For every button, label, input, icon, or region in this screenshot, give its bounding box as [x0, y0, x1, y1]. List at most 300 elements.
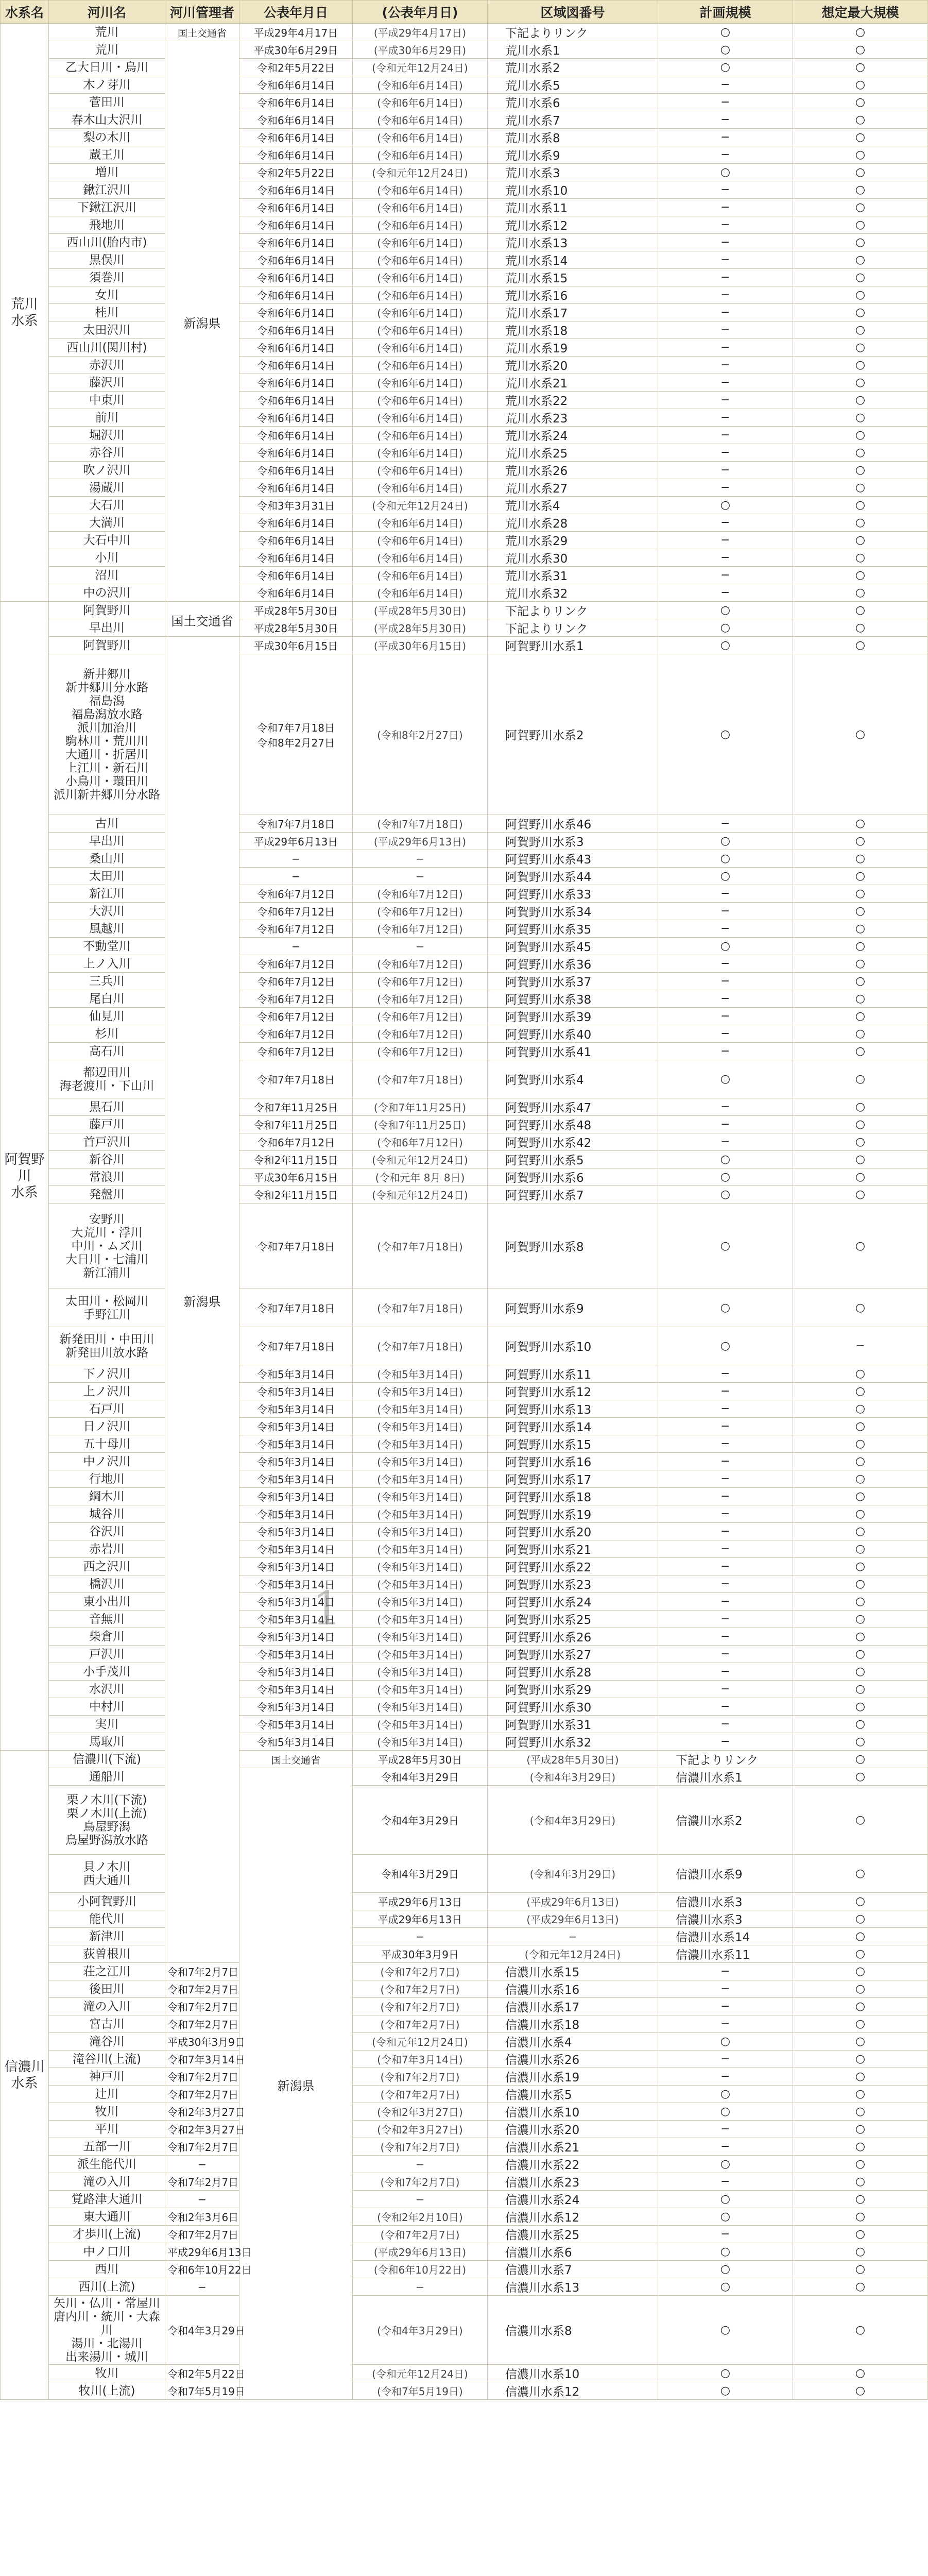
max-scale-mark[interactable]: ○: [793, 532, 928, 549]
plan-scale-mark[interactable]: −: [658, 955, 793, 973]
max-scale-mark[interactable]: ○: [793, 1963, 928, 1980]
zone-map-link[interactable]: 下記よりリンク: [488, 602, 658, 619]
max-scale-mark[interactable]: ○: [793, 286, 928, 304]
max-scale-mark[interactable]: ○: [793, 885, 928, 903]
max-scale-mark[interactable]: ○: [793, 1453, 928, 1470]
zone-map-link[interactable]: 荒川水系4: [488, 497, 658, 514]
zone-map-link[interactable]: 阿賀野川水系40: [488, 1025, 658, 1043]
zone-map-link[interactable]: 信濃川水系19: [488, 2068, 658, 2086]
plan-scale-mark[interactable]: −: [658, 920, 793, 938]
zone-map-link[interactable]: 阿賀野川水系36: [488, 955, 658, 973]
max-scale-mark[interactable]: ○: [793, 584, 928, 602]
zone-map-link[interactable]: 信濃川水系7: [488, 2261, 658, 2278]
plan-scale-mark[interactable]: ○: [658, 868, 793, 885]
max-scale-mark[interactable]: ○: [793, 1168, 928, 1186]
max-scale-mark[interactable]: ○: [793, 251, 928, 269]
zone-map-link[interactable]: 信濃川水系5: [488, 2086, 658, 2103]
max-scale-mark[interactable]: ○: [793, 357, 928, 374]
plan-scale-mark[interactable]: −: [658, 2050, 793, 2068]
plan-scale-mark[interactable]: ○: [658, 2243, 793, 2261]
max-scale-mark[interactable]: ○: [793, 2156, 928, 2173]
max-scale-mark[interactable]: ○: [793, 1575, 928, 1593]
max-scale-mark[interactable]: ○: [793, 2103, 928, 2121]
zone-map-link[interactable]: 信濃川水系13: [488, 2278, 658, 2296]
max-scale-mark[interactable]: ○: [793, 637, 928, 654]
max-scale-mark[interactable]: ○: [793, 1186, 928, 1204]
plan-scale-mark[interactable]: −: [658, 94, 793, 111]
zone-map-link[interactable]: 阿賀野川水系38: [488, 990, 658, 1008]
plan-scale-mark[interactable]: ○: [658, 938, 793, 955]
zone-map-link[interactable]: 荒川水系26: [488, 462, 658, 479]
plan-scale-mark[interactable]: −: [658, 304, 793, 321]
zone-map-link[interactable]: 荒川水系15: [488, 269, 658, 286]
zone-map-link[interactable]: 信濃川水系18: [488, 2015, 658, 2033]
plan-scale-mark[interactable]: ○: [658, 2278, 793, 2296]
plan-scale-mark[interactable]: −: [658, 1098, 793, 1116]
zone-map-link[interactable]: 信濃川水系26: [488, 2050, 658, 2068]
plan-scale-mark[interactable]: ○: [658, 497, 793, 514]
max-scale-mark[interactable]: ○: [793, 199, 928, 216]
plan-scale-mark[interactable]: ○: [658, 637, 793, 654]
plan-scale-mark[interactable]: −: [658, 1133, 793, 1151]
max-scale-mark[interactable]: ○: [793, 216, 928, 234]
plan-scale-mark[interactable]: −: [658, 2068, 793, 2086]
max-scale-mark[interactable]: ○: [793, 1008, 928, 1025]
zone-map-link[interactable]: 阿賀野川水系33: [488, 885, 658, 903]
zone-map-link[interactable]: 荒川水系27: [488, 479, 658, 497]
max-scale-mark[interactable]: ○: [793, 1611, 928, 1628]
plan-scale-mark[interactable]: −: [658, 1998, 793, 2015]
max-scale-mark[interactable]: ○: [793, 497, 928, 514]
plan-scale-mark[interactable]: −: [658, 409, 793, 427]
zone-map-link[interactable]: 阿賀野川水系27: [488, 1646, 658, 1663]
zone-map-link[interactable]: 阿賀野川水系46: [488, 815, 658, 833]
plan-scale-mark[interactable]: −: [658, 1365, 793, 1383]
plan-scale-mark[interactable]: −: [658, 1025, 793, 1043]
plan-scale-mark[interactable]: ○: [658, 2086, 793, 2103]
zone-map-link[interactable]: 信濃川水系4: [488, 2033, 658, 2050]
zone-map-link[interactable]: 荒川水系1: [488, 41, 658, 59]
zone-map-link[interactable]: 荒川水系19: [488, 339, 658, 357]
max-scale-mark[interactable]: ○: [793, 1383, 928, 1400]
zone-map-link[interactable]: 下記よりリンク: [658, 1751, 793, 1768]
max-scale-mark[interactable]: ○: [793, 2208, 928, 2226]
plan-scale-mark[interactable]: −: [658, 111, 793, 129]
plan-scale-mark[interactable]: −: [658, 181, 793, 199]
zone-map-link[interactable]: 阿賀野川水系14: [488, 1418, 658, 1435]
zone-map-link[interactable]: 荒川水系12: [488, 216, 658, 234]
plan-scale-mark[interactable]: −: [658, 269, 793, 286]
zone-map-link[interactable]: 信濃川水系15: [488, 1963, 658, 1980]
plan-scale-mark[interactable]: −: [658, 1453, 793, 1470]
plan-scale-mark[interactable]: −: [658, 129, 793, 146]
max-scale-mark[interactable]: ○: [793, 146, 928, 164]
plan-scale-mark[interactable]: −: [658, 321, 793, 339]
zone-map-link[interactable]: 信濃川水系3: [658, 1893, 793, 1910]
plan-scale-mark[interactable]: ○: [793, 1751, 928, 1768]
max-scale-mark[interactable]: ○: [793, 1980, 928, 1998]
plan-scale-mark[interactable]: ○: [793, 1855, 928, 1893]
max-scale-mark[interactable]: ○: [793, 2261, 928, 2278]
max-scale-mark[interactable]: ○: [793, 1116, 928, 1133]
plan-scale-mark[interactable]: ○: [793, 1768, 928, 1786]
zone-map-link[interactable]: 阿賀野川水系19: [488, 1505, 658, 1523]
plan-scale-mark[interactable]: ○: [658, 2033, 793, 2050]
max-scale-mark[interactable]: ○: [793, 1733, 928, 1751]
zone-map-link[interactable]: 阿賀野川水系2: [488, 654, 658, 815]
plan-scale-mark[interactable]: −: [658, 1558, 793, 1575]
plan-scale-mark[interactable]: −: [658, 1008, 793, 1025]
plan-scale-mark[interactable]: −: [658, 1488, 793, 1505]
max-scale-mark[interactable]: ○: [793, 1698, 928, 1716]
plan-scale-mark[interactable]: ○: [658, 602, 793, 619]
plan-scale-mark[interactable]: ○: [658, 59, 793, 76]
zone-map-link[interactable]: 荒川水系3: [488, 164, 658, 181]
max-scale-mark[interactable]: ○: [793, 269, 928, 286]
max-scale-mark[interactable]: ○: [793, 1593, 928, 1611]
max-scale-mark[interactable]: ○: [793, 2191, 928, 2208]
plan-scale-mark[interactable]: −: [658, 885, 793, 903]
zone-map-link[interactable]: 荒川水系32: [488, 584, 658, 602]
plan-scale-mark[interactable]: −: [658, 2015, 793, 2033]
zone-map-link[interactable]: 阿賀野川水系32: [488, 1733, 658, 1751]
plan-scale-mark[interactable]: −: [658, 1646, 793, 1663]
plan-scale-mark[interactable]: ○: [658, 2261, 793, 2278]
max-scale-mark[interactable]: ○: [793, 164, 928, 181]
max-scale-mark[interactable]: ○: [793, 234, 928, 251]
plan-scale-mark[interactable]: −: [658, 374, 793, 392]
max-scale-mark[interactable]: ○: [793, 903, 928, 920]
plan-scale-mark[interactable]: −: [658, 1540, 793, 1558]
zone-map-link[interactable]: 阿賀野川水系8: [488, 1204, 658, 1289]
zone-map-link[interactable]: 信濃川水系14: [658, 1928, 793, 1945]
plan-scale-mark[interactable]: −: [658, 1733, 793, 1751]
zone-map-link[interactable]: 阿賀野川水系18: [488, 1488, 658, 1505]
max-scale-mark[interactable]: ○: [793, 815, 928, 833]
max-scale-mark[interactable]: ○: [793, 1435, 928, 1453]
max-scale-mark[interactable]: ○: [793, 1204, 928, 1289]
plan-scale-mark[interactable]: ○: [658, 1186, 793, 1204]
zone-map-link[interactable]: 阿賀野川水系7: [488, 1186, 658, 1204]
plan-scale-mark[interactable]: −: [658, 234, 793, 251]
zone-map-link[interactable]: 荒川水系22: [488, 392, 658, 409]
plan-scale-mark[interactable]: −: [658, 1698, 793, 1716]
max-scale-mark[interactable]: ○: [793, 1646, 928, 1663]
zone-map-link[interactable]: 信濃川水系17: [488, 1998, 658, 2015]
plan-scale-mark[interactable]: ○: [658, 1151, 793, 1168]
zone-map-link[interactable]: 信濃川水系22: [488, 2156, 658, 2173]
max-scale-mark[interactable]: ○: [793, 868, 928, 885]
zone-map-link[interactable]: 信濃川水系25: [488, 2226, 658, 2243]
max-scale-mark[interactable]: ○: [793, 1716, 928, 1733]
max-scale-mark[interactable]: ○: [793, 1488, 928, 1505]
max-scale-mark[interactable]: ○: [793, 1060, 928, 1098]
max-scale-mark[interactable]: ○: [793, 602, 928, 619]
zone-map-link[interactable]: 阿賀野川水系15: [488, 1435, 658, 1453]
max-scale-mark[interactable]: ○: [793, 1098, 928, 1116]
zone-map-link[interactable]: 阿賀野川水系28: [488, 1663, 658, 1681]
plan-scale-mark[interactable]: −: [658, 903, 793, 920]
zone-map-link[interactable]: 信濃川水系2: [658, 1786, 793, 1855]
zone-map-link[interactable]: 荒川水系29: [488, 532, 658, 549]
zone-map-link[interactable]: 阿賀野川水系10: [488, 1327, 658, 1365]
max-scale-mark[interactable]: ○: [793, 2015, 928, 2033]
zone-map-link[interactable]: 信濃川水系16: [488, 1980, 658, 1998]
zone-map-link[interactable]: 信濃川水系9: [658, 1855, 793, 1893]
plan-scale-mark[interactable]: −: [658, 1043, 793, 1060]
plan-scale-mark[interactable]: −: [658, 444, 793, 462]
plan-scale-mark[interactable]: −: [658, 357, 793, 374]
plan-scale-mark[interactable]: ○: [658, 2156, 793, 2173]
max-scale-mark[interactable]: ○: [793, 76, 928, 94]
plan-scale-mark[interactable]: ○: [658, 2103, 793, 2121]
zone-map-link[interactable]: 荒川水系24: [488, 427, 658, 444]
zone-map-link[interactable]: 阿賀野川水系22: [488, 1558, 658, 1575]
max-scale-mark[interactable]: ○: [793, 1400, 928, 1418]
max-scale-mark[interactable]: ○: [793, 1365, 928, 1383]
plan-scale-mark[interactable]: ○: [658, 2208, 793, 2226]
max-scale-mark[interactable]: −: [793, 1327, 928, 1365]
max-scale-mark[interactable]: ○: [793, 2226, 928, 2243]
max-scale-mark[interactable]: ○: [793, 2365, 928, 2382]
max-scale-mark[interactable]: ○: [793, 549, 928, 567]
max-scale-mark[interactable]: ○: [793, 1418, 928, 1435]
plan-scale-mark[interactable]: −: [658, 973, 793, 990]
plan-scale-mark[interactable]: −: [658, 532, 793, 549]
plan-scale-mark[interactable]: −: [658, 815, 793, 833]
plan-scale-mark[interactable]: −: [658, 584, 793, 602]
zone-map-link[interactable]: 阿賀野川水系29: [488, 1681, 658, 1698]
max-scale-mark[interactable]: ○: [793, 1505, 928, 1523]
plan-scale-mark[interactable]: −: [658, 462, 793, 479]
max-scale-mark[interactable]: ○: [793, 462, 928, 479]
plan-scale-mark[interactable]: ○: [793, 1786, 928, 1855]
plan-scale-mark[interactable]: −: [658, 990, 793, 1008]
max-scale-mark[interactable]: ○: [793, 2068, 928, 2086]
max-scale-mark[interactable]: ○: [793, 59, 928, 76]
zone-map-link[interactable]: 阿賀野川水系48: [488, 1116, 658, 1133]
max-scale-mark[interactable]: ○: [793, 24, 928, 41]
zone-map-link[interactable]: 阿賀野川水系44: [488, 868, 658, 885]
max-scale-mark[interactable]: ○: [793, 973, 928, 990]
max-scale-mark[interactable]: ○: [793, 938, 928, 955]
zone-map-link[interactable]: 阿賀野川水系47: [488, 1098, 658, 1116]
zone-map-link[interactable]: 信濃川水系21: [488, 2138, 658, 2156]
max-scale-mark[interactable]: ○: [793, 409, 928, 427]
plan-scale-mark[interactable]: ○: [658, 654, 793, 815]
plan-scale-mark[interactable]: −: [658, 146, 793, 164]
max-scale-mark[interactable]: ○: [793, 181, 928, 199]
plan-scale-mark[interactable]: −: [658, 1593, 793, 1611]
zone-map-link[interactable]: 信濃川水系24: [488, 2191, 658, 2208]
zone-map-link[interactable]: 荒川水系30: [488, 549, 658, 567]
plan-scale-mark[interactable]: −: [658, 1628, 793, 1646]
plan-scale-mark[interactable]: ○: [658, 164, 793, 181]
zone-map-link[interactable]: 阿賀野川水系23: [488, 1575, 658, 1593]
max-scale-mark[interactable]: ○: [793, 654, 928, 815]
plan-scale-mark[interactable]: −: [658, 1963, 793, 1980]
max-scale-mark[interactable]: ○: [793, 619, 928, 637]
plan-scale-mark[interactable]: ○: [793, 1910, 928, 1928]
plan-scale-mark[interactable]: ○: [658, 2382, 793, 2400]
plan-scale-mark[interactable]: ○: [658, 1168, 793, 1186]
plan-scale-mark[interactable]: −: [658, 1716, 793, 1733]
plan-scale-mark[interactable]: ○: [658, 1060, 793, 1098]
max-scale-mark[interactable]: ○: [793, 444, 928, 462]
zone-map-link[interactable]: 荒川水系10: [488, 181, 658, 199]
plan-scale-mark[interactable]: ○: [658, 41, 793, 59]
zone-map-link[interactable]: 信濃川水系10: [488, 2103, 658, 2121]
zone-map-link[interactable]: 阿賀野川水系4: [488, 1060, 658, 1098]
zone-map-link[interactable]: 荒川水系23: [488, 409, 658, 427]
max-scale-mark[interactable]: ○: [793, 1998, 928, 2015]
zone-map-link[interactable]: 荒川水系5: [488, 76, 658, 94]
zone-map-link[interactable]: 信濃川水系11: [658, 1945, 793, 1963]
zone-map-link[interactable]: 信濃川水系8: [488, 2296, 658, 2365]
plan-scale-mark[interactable]: −: [658, 1505, 793, 1523]
zone-map-link[interactable]: 阿賀野川水系39: [488, 1008, 658, 1025]
plan-scale-mark[interactable]: −: [658, 392, 793, 409]
plan-scale-mark[interactable]: −: [658, 2226, 793, 2243]
zone-map-link[interactable]: 阿賀野川水系17: [488, 1470, 658, 1488]
max-scale-mark[interactable]: ○: [793, 850, 928, 868]
plan-scale-mark[interactable]: −: [658, 251, 793, 269]
zone-map-link[interactable]: 阿賀野川水系26: [488, 1628, 658, 1646]
plan-scale-mark[interactable]: −: [658, 339, 793, 357]
plan-scale-mark[interactable]: −: [658, 1611, 793, 1628]
max-scale-mark[interactable]: ○: [793, 1133, 928, 1151]
zone-map-link[interactable]: 阿賀野川水系11: [488, 1365, 658, 1383]
max-scale-mark[interactable]: ○: [793, 1289, 928, 1327]
plan-scale-mark[interactable]: −: [658, 1681, 793, 1698]
zone-map-link[interactable]: 阿賀野川水系37: [488, 973, 658, 990]
max-scale-mark[interactable]: ○: [793, 1025, 928, 1043]
plan-scale-mark[interactable]: ○: [658, 2365, 793, 2382]
plan-scale-mark[interactable]: −: [658, 1400, 793, 1418]
zone-map-link[interactable]: 信濃川水系20: [488, 2121, 658, 2138]
zone-map-link[interactable]: 阿賀野川水系34: [488, 903, 658, 920]
max-scale-mark[interactable]: ○: [793, 111, 928, 129]
zone-map-link[interactable]: 阿賀野川水系31: [488, 1716, 658, 1733]
zone-map-link[interactable]: 下記よりリンク: [488, 24, 658, 41]
zone-map-link[interactable]: 阿賀野川水系42: [488, 1133, 658, 1151]
plan-scale-mark[interactable]: −: [658, 1435, 793, 1453]
max-scale-mark[interactable]: ○: [793, 41, 928, 59]
zone-map-link[interactable]: 荒川水系14: [488, 251, 658, 269]
plan-scale-mark[interactable]: −: [658, 1383, 793, 1400]
zone-map-link[interactable]: 阿賀野川水系5: [488, 1151, 658, 1168]
max-scale-mark[interactable]: ○: [793, 1523, 928, 1540]
max-scale-mark[interactable]: ○: [793, 2382, 928, 2400]
plan-scale-mark[interactable]: −: [658, 479, 793, 497]
plan-scale-mark[interactable]: ○: [658, 1289, 793, 1327]
max-scale-mark[interactable]: ○: [793, 514, 928, 532]
plan-scale-mark[interactable]: ○: [658, 833, 793, 850]
zone-map-link[interactable]: 荒川水系31: [488, 567, 658, 584]
zone-map-link[interactable]: 荒川水系7: [488, 111, 658, 129]
max-scale-mark[interactable]: ○: [793, 1681, 928, 1698]
zone-map-link[interactable]: 荒川水系8: [488, 129, 658, 146]
zone-map-link[interactable]: 荒川水系13: [488, 234, 658, 251]
plan-scale-mark[interactable]: −: [658, 1470, 793, 1488]
plan-scale-mark[interactable]: −: [658, 1523, 793, 1540]
plan-scale-mark[interactable]: −: [658, 1116, 793, 1133]
plan-scale-mark[interactable]: −: [658, 567, 793, 584]
plan-scale-mark[interactable]: ○: [793, 1945, 928, 1963]
zone-map-link[interactable]: 荒川水系20: [488, 357, 658, 374]
max-scale-mark[interactable]: ○: [793, 955, 928, 973]
plan-scale-mark[interactable]: −: [658, 514, 793, 532]
max-scale-mark[interactable]: ○: [793, 1540, 928, 1558]
zone-map-link[interactable]: 荒川水系25: [488, 444, 658, 462]
zone-map-link[interactable]: 阿賀野川水系16: [488, 1453, 658, 1470]
max-scale-mark[interactable]: ○: [793, 833, 928, 850]
zone-map-link[interactable]: 荒川水系28: [488, 514, 658, 532]
plan-scale-mark[interactable]: −: [658, 427, 793, 444]
zone-map-link[interactable]: 阿賀野川水系30: [488, 1698, 658, 1716]
max-scale-mark[interactable]: ○: [793, 374, 928, 392]
max-scale-mark[interactable]: ○: [793, 1663, 928, 1681]
zone-map-link[interactable]: 阿賀野川水系20: [488, 1523, 658, 1540]
max-scale-mark[interactable]: ○: [793, 2243, 928, 2261]
plan-scale-mark[interactable]: ○: [658, 2191, 793, 2208]
plan-scale-mark[interactable]: −: [658, 199, 793, 216]
max-scale-mark[interactable]: ○: [793, 2138, 928, 2156]
zone-map-link[interactable]: 荒川水系2: [488, 59, 658, 76]
zone-map-link[interactable]: 信濃川水系12: [488, 2382, 658, 2400]
max-scale-mark[interactable]: ○: [793, 321, 928, 339]
max-scale-mark[interactable]: ○: [793, 1558, 928, 1575]
max-scale-mark[interactable]: ○: [793, 1151, 928, 1168]
zone-map-link[interactable]: 阿賀野川水系41: [488, 1043, 658, 1060]
max-scale-mark[interactable]: ○: [793, 2278, 928, 2296]
zone-map-link[interactable]: 荒川水系11: [488, 199, 658, 216]
max-scale-mark[interactable]: ○: [793, 2050, 928, 2068]
max-scale-mark[interactable]: ○: [793, 2173, 928, 2191]
plan-scale-mark[interactable]: −: [658, 216, 793, 234]
zone-map-link[interactable]: 阿賀野川水系1: [488, 637, 658, 654]
plan-scale-mark[interactable]: ○: [793, 1928, 928, 1945]
zone-map-link[interactable]: 荒川水系21: [488, 374, 658, 392]
plan-scale-mark[interactable]: ○: [793, 1893, 928, 1910]
zone-map-link[interactable]: 信濃川水系3: [658, 1910, 793, 1928]
max-scale-mark[interactable]: ○: [793, 990, 928, 1008]
zone-map-link[interactable]: 阿賀野川水系6: [488, 1168, 658, 1186]
max-scale-mark[interactable]: ○: [793, 1043, 928, 1060]
max-scale-mark[interactable]: ○: [793, 920, 928, 938]
max-scale-mark[interactable]: ○: [793, 427, 928, 444]
zone-map-link[interactable]: 信濃川水系12: [488, 2208, 658, 2226]
zone-map-link[interactable]: 信濃川水系6: [488, 2243, 658, 2261]
zone-map-link[interactable]: 阿賀野川水系12: [488, 1383, 658, 1400]
plan-scale-mark[interactable]: −: [658, 2121, 793, 2138]
zone-map-link[interactable]: 阿賀野川水系3: [488, 833, 658, 850]
zone-map-link[interactable]: 阿賀野川水系45: [488, 938, 658, 955]
zone-map-link[interactable]: 阿賀野川水系13: [488, 1400, 658, 1418]
plan-scale-mark[interactable]: ○: [658, 619, 793, 637]
plan-scale-mark[interactable]: ○: [658, 1327, 793, 1365]
zone-map-link[interactable]: 阿賀野川水系21: [488, 1540, 658, 1558]
zone-map-link[interactable]: 荒川水系18: [488, 321, 658, 339]
zone-map-link[interactable]: 信濃川水系1: [658, 1768, 793, 1786]
zone-map-link[interactable]: 阿賀野川水系24: [488, 1593, 658, 1611]
zone-map-link[interactable]: 下記よりリンク: [488, 619, 658, 637]
plan-scale-mark[interactable]: −: [658, 1418, 793, 1435]
max-scale-mark[interactable]: ○: [793, 2121, 928, 2138]
plan-scale-mark[interactable]: −: [658, 2138, 793, 2156]
plan-scale-mark[interactable]: −: [658, 1663, 793, 1681]
plan-scale-mark[interactable]: −: [658, 1575, 793, 1593]
